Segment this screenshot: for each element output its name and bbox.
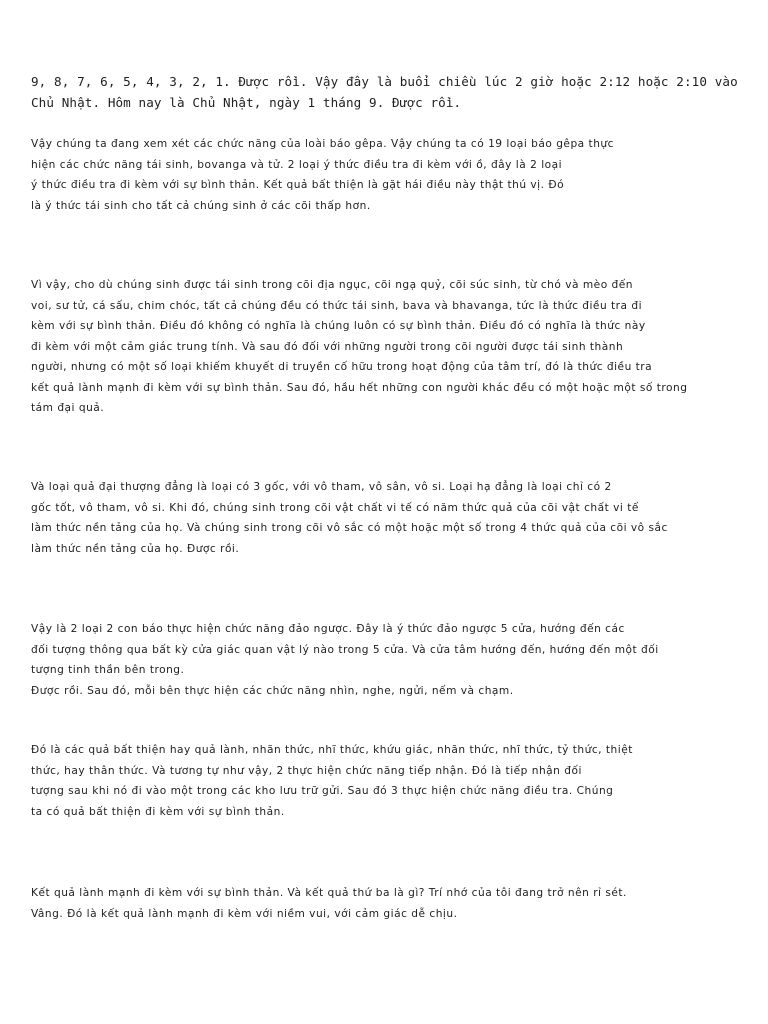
paragraph-6 (31, 883, 743, 924)
text-line: người, nhưng có một số loại khiếm khuyết di truyền cố hữu trong hoạt động của tâm trí, đó là thức điều tra (31, 361, 653, 373)
text-line: Vâng. Đó là kết quả lành mạnh đi kèm với niềm vui, với cảm giác dễ chịu. (31, 907, 458, 920)
text-line: gốc tốt, vô tham, vô si. Khi đó, chúng sinh trong cõi vật chất vi tế có năm thức quả của cõi vật chất vi tế (31, 501, 639, 514)
text-line: Đó là các quả bất thiện hay quả lành, nhãn thức, nhĩ thức, khứu giác, nhãn thức, nhĩ thức, tỷ thức, thiệt (31, 744, 633, 756)
text-line: là ý thức tái sinh cho tất cả chúng sinh ở các cõi thấp hơn. (31, 199, 371, 212)
paragraph-1 (31, 134, 743, 216)
text-line: tượng tinh thần bên trong. (31, 664, 185, 676)
text-line: Được rồi. Sau đó, mỗi bên thực hiện các chức năng nhìn, nghe, ngửi, nếm và chạm. (31, 684, 514, 697)
text-line: đối tượng thông qua bất kỳ cửa giác quan vật lý nào trong 5 cửa. Và cửa tâm hướng đến, hướng đến một đối (31, 643, 659, 656)
text-line: đi kèm với một cảm giác trung tính. Và sau đó đối với những người trong cõi người được tái sinh thành (31, 340, 624, 353)
text-line: thức, hay thân thức. Và tương tự như vậy, 2 thực hiện chức năng tiếp nhận. Đó là tiếp nhận đối (31, 764, 582, 777)
text-line: làm thức nền tảng của họ. Và chúng sinh trong cõi vô sắc có một hoặc một số trong 4 thức quả của cõi vô sắc (31, 522, 668, 534)
text-line: Vậy chúng ta đang xem xét các chức năng của loài báo gêpa. Vậy chúng ta có 19 loại báo gêpa thực (31, 138, 614, 150)
transcript-heading (31, 71, 751, 113)
paragraph-4 (31, 619, 743, 701)
text-line: Và loại quả đại thượng đẳng là loại có 3 gốc, với vô tham, vô sân, vô si. Loại hạ đẳng là loại chỉ có 2 (31, 481, 612, 493)
text-line: voi, sư tử, cá sấu, chim chóc, tất cả chúng đều có thức tái sinh, bava và bhavanga, tức là thức điều tra đi (31, 299, 643, 312)
text-line: Vì vậy, cho dù chúng sinh được tái sinh trong cõi địa ngục, cõi ngạ quỷ, cõi súc sinh, từ chó và mèo đến (31, 279, 634, 291)
text-line: ý thức điều tra đi kèm với sự bình thản. Kết quả bất thiện là gặt hái điều này thật thú vị. Đó (31, 179, 565, 191)
text-line: tám đại quả. (31, 402, 105, 414)
text-line: hiện các chức năng tái sinh, bovanga và tử. 2 loại ý thức điều tra đi kèm với ồ, đây là 2 loại (31, 158, 563, 171)
heading-line: Chủ Nhật. Hôm nay là Chủ Nhật, ngày 1 tháng 9. Được rồi. (31, 95, 462, 110)
paragraph-3 (31, 477, 743, 559)
text-line: làm thức nền tảng của họ. Được rồi. (31, 542, 240, 555)
text-line: Vậy là 2 loại 2 con báo thực hiện chức năng đảo ngược. Đây là ý thức đảo ngược 5 cửa, hướng đến các (31, 623, 625, 635)
text-line: kết quả lành mạnh đi kèm với sự bình thản. Sau đó, hầu hết những con người khác đều có một hoặc một số trong (31, 381, 688, 394)
paragraph-5 (31, 740, 743, 822)
text-line: tượng sau khi nó đi vào một trong các kho lưu trữ gửi. Sau đó 3 thực hiện chức năng điều tra. Chúng (31, 785, 614, 797)
paragraph-2 (31, 275, 743, 419)
text-line: Kết quả lành mạnh đi kèm với sự bình thản. Và kết quả thứ ba là gì? Trí nhớ của tôi đang trở nên rỉ sét. (31, 887, 627, 899)
text-line: kèm với sự bình thản. Điều đó không có nghĩa là chúng luôn có sự bình thản. Điều đó có nghĩa là thức này (31, 320, 646, 332)
text-line: ta có quả bất thiện đi kèm với sự bình thản. (31, 805, 285, 818)
heading-line: 9, 8, 7, 6, 5, 4, 3, 2, 1. Được rồi. Vậy đây là buổi chiều lúc 2 giờ hoặc 2:12 hoặc 2:10 vào (31, 74, 738, 89)
